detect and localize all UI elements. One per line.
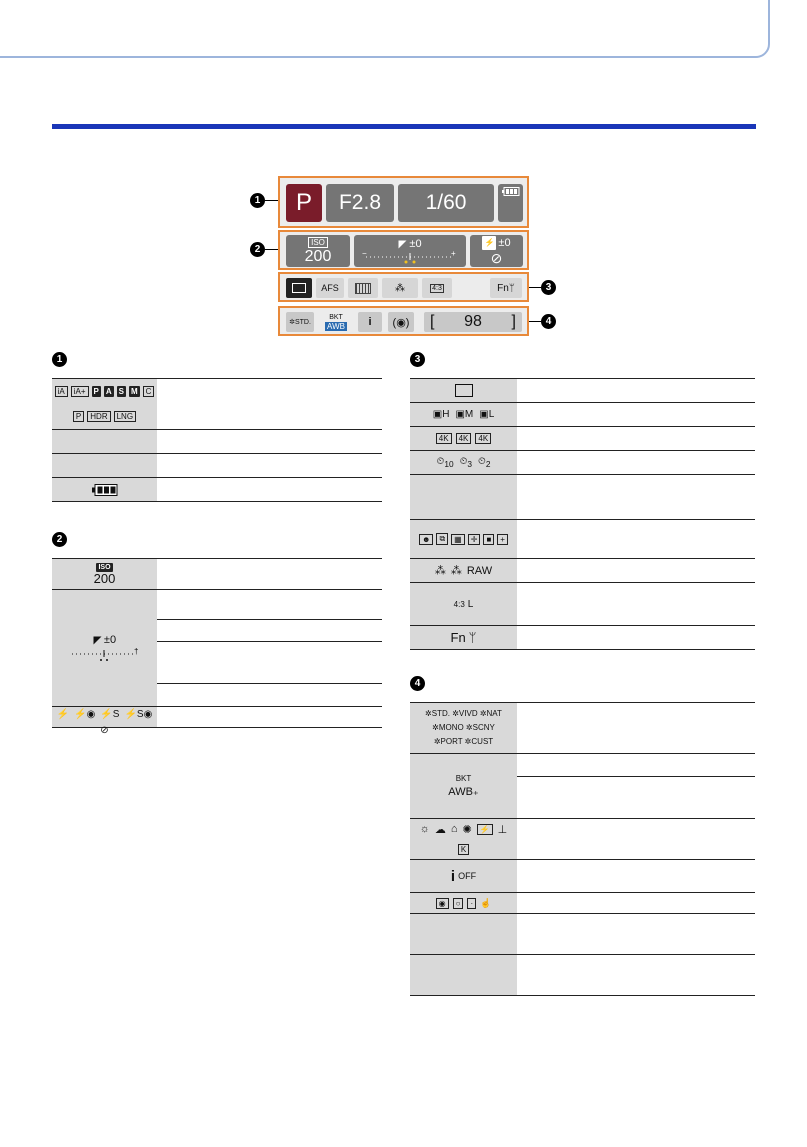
ia-plus-icon: iA+ [71,386,89,397]
row-white-balance [410,754,755,819]
section-2-table [52,558,382,736]
section-4-number: 4 [410,676,425,691]
page-frame [0,0,770,58]
p-mode-icon: P [93,387,99,397]
af-area-icon [348,278,378,298]
burst-icons: ▣H ▣M ▣L [410,403,517,426]
iso-badge: ISO [308,237,328,248]
row-burst [410,403,755,427]
shutter-value: 1/60 [398,184,494,222]
photo-style-icon: ✲ STD. [286,312,314,332]
a-mode-icon: A [105,387,112,397]
row-quality [410,559,755,583]
callout-1: 1 [250,193,265,208]
flash-slow-redeye-icon: ⚡S◉ [124,709,153,720]
row-self-timer [410,451,755,475]
flash-off-icon: ⊘ [100,725,109,736]
row-aperture [52,430,382,454]
4k-photo-icons: 4K 4K 4K [410,427,517,450]
lcd-panel-2 [278,230,529,270]
flash-slow-icon: ⚡S [100,709,120,720]
row-battery [52,478,382,502]
iso-value: 200 [93,570,116,586]
wb-preset-icons: ☼ ☁ ⌂ ✺ ⚡ ⊥ K [410,819,517,859]
row-photo-style [410,703,755,754]
flash-redeye-icon: ⚡◉ [74,709,96,720]
lcd-panel-1 [278,176,529,228]
hdr-icon: HDR [87,411,110,422]
row-metering [410,893,755,914]
exposure-comp-value: ±0 [409,238,422,250]
remaining-shots: [ 98 ] [424,312,522,332]
section-4-table [410,702,755,996]
s-mode-icon: S [118,387,124,397]
title-rule [52,124,756,129]
row-blank [410,475,755,520]
row-iso [52,559,382,590]
bkt-label: BKT [329,314,343,321]
i-dynamic-icon: i [358,312,382,332]
row-i-dynamic [410,860,755,893]
flash-comp-value: ±0 [498,237,511,249]
custom-mode-icon: C [143,386,155,397]
mode-indicator: P [286,184,322,222]
exposure-scale [70,648,140,662]
drive-single-icon [455,384,473,397]
exposure-comp-value: ±0 [103,634,117,646]
flash-comp-icon: ⚡ [482,236,496,250]
metering-icon: (◉) [388,312,414,332]
callout-2: 2 [250,242,265,257]
row-blank-a [410,914,755,955]
exposure-scale [362,250,458,264]
flash-cell [470,235,523,267]
callout-4: 4 [541,314,556,329]
section-2-number: 2 [52,532,67,547]
svg-text:+: + [451,250,456,258]
panorama-icon: P [73,411,84,422]
exposure-cell [354,235,466,267]
battery-cell [498,184,523,222]
section-1-number: 1 [52,352,67,367]
self-timer-icons: $⏲_{10}$ $⏲_3$ $⏲_2$ [410,451,517,474]
section-3-table [410,378,755,650]
flash-auto-icon: ⚡ [56,709,70,720]
exposure-comp-icon [398,240,407,249]
bkt-label: BKT [455,774,472,783]
section-3-number: 3 [410,352,425,367]
row-wb-presets [410,819,755,860]
callout-3-line [529,287,541,288]
lcd-panel-3 [278,272,529,302]
fn-icon: Fn ᛘ [410,626,517,649]
row-aspect [410,583,755,626]
row-fn [410,626,755,650]
mode-icons [52,379,157,429]
row-4k [410,427,755,451]
aperture-value: F2.8 [326,184,394,222]
battery-icon [502,187,520,196]
scene-icon: LNG [114,411,136,422]
row-blank-b [410,955,755,996]
aspect-icon: 4:3 L [410,583,517,625]
callout-2-line [265,249,278,250]
metering-icons: ◉ ○ · ☝ [410,893,517,913]
row-flash [52,707,382,736]
awb-label: AWB₊ [448,786,479,798]
exposure-comp-icon [93,636,102,645]
battery-icon [92,484,118,496]
row-shutter [52,454,382,478]
photo-style-icons: ✲STD. ✲VIVD ✲NAT ✲MONO ✲SCNY ✲PORT ✲CUST [410,703,517,753]
iso-value: 200 [304,247,332,265]
af-area-icons: ☻ ⧉ ▦ ✛ ■ + [410,520,517,558]
callout-4-line [529,321,541,322]
svg-text:†: † [133,648,138,656]
quality-icons: ⁂ ⁂ RAW [410,559,517,582]
af-mode: AFS [316,278,344,298]
m-mode-icon: M [130,387,138,397]
row-recording-mode [52,379,382,430]
svg-text:−: − [362,250,367,258]
section-1-table [52,378,382,502]
aspect-icon: 4:3 [422,278,452,298]
flash-off-icon: ⊘ [490,250,503,266]
row-af-area [410,520,755,559]
drive-single-icon [286,278,312,298]
awb-label: AWB [327,322,345,331]
row-single [410,379,755,403]
iso-badge: ISO [98,563,111,571]
fn-icon: Fn ᛘ [490,278,522,298]
i-dynamic-off-icon: i OFF [410,860,517,892]
quality-icon: ⁂ [382,278,418,298]
white-balance-bracket-icon [320,310,352,334]
iso-cell [286,235,350,267]
lcd-panel-4 [278,306,529,336]
callout-1-line [265,200,278,201]
callout-3: 3 [541,280,556,295]
row-exposure [52,590,382,707]
ia-icon: iA [55,386,68,397]
